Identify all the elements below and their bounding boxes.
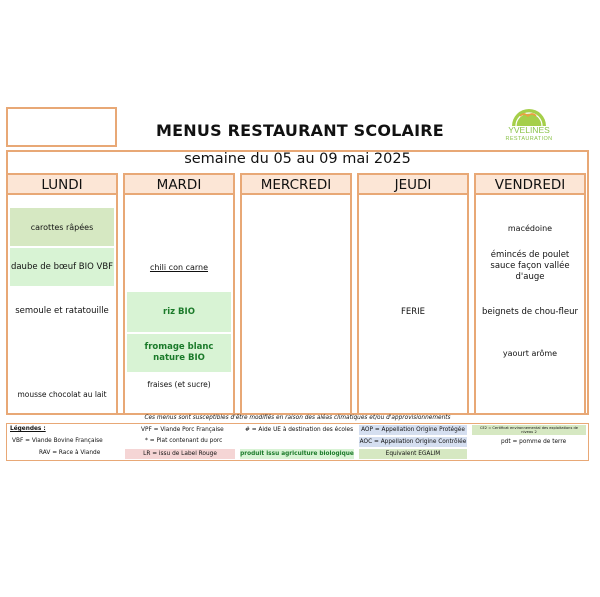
legend-aop-text: AOP = Appellation Origine Protégée — [361, 427, 465, 433]
legend-aoc-text: AOC = Appellation Origine Contrôlée — [359, 439, 467, 445]
legend-porc: * = Plat contenant du porc — [145, 438, 223, 444]
legend-label-rouge — [125, 449, 235, 459]
legend-aide-ue: # = Aide UE à destination des écoles — [245, 427, 354, 433]
yvelines-logo — [494, 102, 564, 148]
menu-item: FERIE — [400, 306, 426, 317]
legend-bio-text: produit issu agriculture biologique — [240, 451, 354, 457]
menu-item: carottes râpées — [10, 208, 114, 246]
menu-item — [127, 253, 231, 281]
menu-item: macédoine — [507, 223, 553, 233]
day-column-mardi — [123, 173, 235, 415]
header-empty-box — [6, 107, 117, 147]
legend-aop — [359, 425, 467, 435]
day-column-vendredi — [474, 173, 586, 415]
day-column-mercredi — [240, 173, 352, 415]
legend-aoc — [359, 437, 467, 447]
legend-egalim — [359, 449, 467, 459]
legend-label-rouge-text: LR = issu de Label Rouge — [143, 451, 217, 457]
logo-subtitle: RESTAURATION — [505, 136, 553, 142]
legend-ce2 — [472, 425, 586, 435]
day-header: MARDI — [125, 175, 233, 195]
day-header: LUNDI — [8, 175, 116, 195]
menu-item: émincés de poulet sauce façon vallée d'auge — [490, 249, 570, 282]
legend-bio — [240, 449, 354, 459]
logo-name: YVELINES — [508, 125, 550, 135]
menu-item: riz BIO — [127, 292, 231, 332]
menu-item: semoule et ratatouille — [15, 305, 109, 316]
menu-item: yaourt arôme — [502, 348, 558, 358]
disclaimer: Ces menus sont susceptibles d'être modifiés en raison des aléas climatiques et/ou d'approvisionnements — [144, 415, 451, 421]
menu-item: beignets de chou-fleur — [482, 306, 578, 317]
legend-ce2-text: CE2 = Certificat environnemental des exploitations de niveau 2 — [480, 426, 578, 434]
page-title: MENUS RESTAURANT SCOLAIRE — [156, 121, 444, 140]
legend — [6, 423, 589, 461]
legend-pdt: pdt = pomme de terre — [501, 439, 567, 445]
legend-rav: RAV = Race à Viande — [39, 450, 101, 456]
menu-item: daube de bœuf BIO VBF — [10, 248, 114, 286]
day-header: MERCREDI — [242, 175, 350, 195]
legend-vbf: VBF = Viande Bovine Française — [12, 438, 103, 444]
menu-item: fraises (et sucre) — [147, 379, 211, 389]
menu-item: fromage blanc nature BIO — [127, 334, 231, 372]
menu-item-text: chili con carne — [149, 262, 209, 272]
legend-egalim-text: Equivalent EGALIM — [385, 451, 441, 457]
day-column-lundi — [6, 173, 118, 415]
legend-vpf: VPF = Viande Porc Française — [141, 427, 224, 433]
day-column-jeudi — [357, 173, 469, 415]
week-title: semaine du 05 au 09 mai 2025 — [184, 151, 411, 167]
day-header: VENDREDI — [476, 175, 584, 195]
day-header: JEUDI — [359, 175, 467, 195]
legend-title: Légendes : — [10, 426, 46, 432]
menu-item: mousse chocolat au lait — [17, 389, 107, 399]
